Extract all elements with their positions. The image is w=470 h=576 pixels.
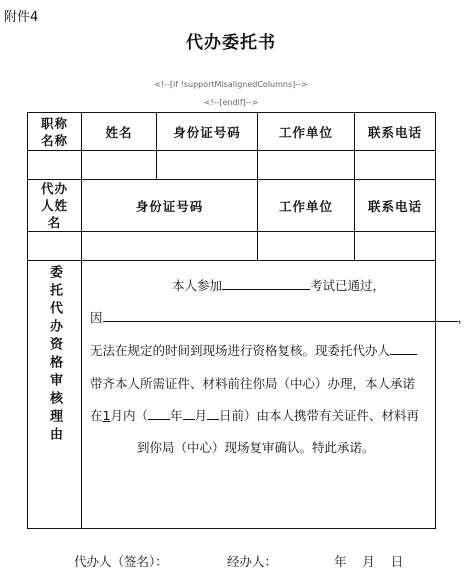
agent-signature-label: 代办人（签名）： (74, 554, 168, 569)
label-title-name: 职称名称 (28, 113, 82, 151)
cell-agent-phone[interactable] (355, 232, 436, 261)
table-row-applicant-blank (28, 151, 436, 180)
agent-blank[interactable] (390, 341, 417, 355)
table-row-agent-blank (28, 232, 436, 261)
handler-label: 经办人： (227, 554, 278, 569)
month-blank[interactable] (183, 406, 195, 420)
table-row-applicant-header (28, 113, 436, 151)
reason-line-2: 因 ， (90, 310, 470, 325)
reason-line-1: 本人参加 考试已通过， (172, 278, 386, 293)
cell-agent-work[interactable] (258, 232, 355, 261)
header-name: 姓名 (82, 113, 157, 151)
reason-blank[interactable] (103, 308, 458, 322)
reason-line-4: 带齐本人所需证件、材料前往你局（中心）办理，本人承诺 (90, 376, 416, 391)
html-comment-close: <!--[endif]--> (203, 98, 259, 107)
table-row-agent-header (28, 180, 436, 232)
date-label: 年 月 日 (334, 554, 404, 569)
label-reason-vertical: 委托代办资格审核理由 (28, 261, 82, 529)
cell-applicant-phone[interactable] (355, 151, 436, 180)
header-agent-id-number: 身份证号码 (82, 180, 258, 232)
delegation-form-table (27, 112, 470, 529)
header-id-number: 身份证号码 (157, 113, 258, 151)
reason-text-cell (82, 261, 470, 529)
reason-line-5: 在1月内（ 年 月 日前）由本人携带有关证件、材料再 (90, 408, 420, 423)
header-agent-work-unit: 工作单位 (258, 180, 355, 232)
document-title: 代办委托书 (186, 33, 276, 53)
year-blank[interactable] (148, 406, 170, 420)
table-row-reason (28, 261, 436, 529)
reason-line-6: 到你局（中心）现场复审确认。特此承诺。 (137, 440, 375, 455)
cell-applicant-name[interactable] (82, 151, 157, 180)
cell-agent-id[interactable] (82, 232, 258, 261)
day-blank[interactable] (207, 406, 219, 420)
cell-applicant-id[interactable] (157, 151, 258, 180)
header-agent-phone: 联系电话 (355, 180, 436, 232)
header-phone: 联系电话 (355, 113, 436, 151)
cell-agent-name[interactable] (28, 232, 82, 261)
header-work-unit: 工作单位 (258, 113, 355, 151)
attachment-label: 附件4 (4, 10, 39, 25)
reason-line-3: 无法在规定的时间到现场进行资格复核。现委托代办人 (90, 341, 417, 359)
exam-blank[interactable] (222, 276, 310, 290)
cell-applicant-work[interactable] (258, 151, 355, 180)
label-agent-name: 代办人姓名 (28, 180, 82, 232)
html-comment-open: <!--[if !supportMisalignedColumns]--> (154, 80, 308, 89)
cell-blank[interactable] (28, 151, 82, 180)
